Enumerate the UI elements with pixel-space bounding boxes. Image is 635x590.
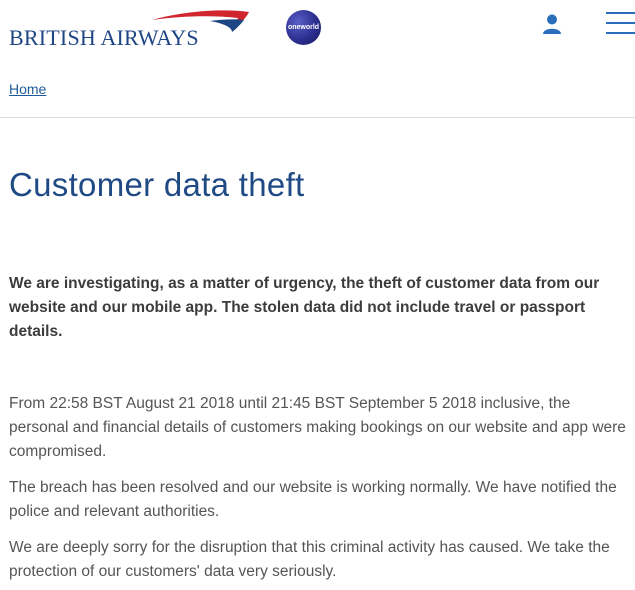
menu-bar [606,22,635,24]
hamburger-menu-icon[interactable] [603,9,635,37]
breadcrumb [9,81,46,97]
logo-wordmark: BRITISH AIRWAYS [9,25,199,50]
page-title: Customer data theft [9,166,305,203]
header-divider [0,117,635,118]
body-paragraph: We are deeply sorry for the disruption that this criminal activity has caused. We take the protection of our customers' data very seriously. [9,539,610,580]
user-icon[interactable] [541,13,563,35]
menu-bar [606,32,635,34]
oneworld-label: oneworld [287,24,320,31]
site-header [0,0,635,68]
body-paragraph: From 22:58 BST August 21 2018 until 21:45 BST September 5 2018 inclusive, the personal and financial details of customers making bookings on our website and app were compromised. [9,395,626,460]
menu-bar [606,12,635,14]
lead-paragraph: We are investigating, as a matter of urgency, the theft of customer data from our website and our mobile app. The stolen data did not include travel or passport details. [9,275,600,340]
body-paragraph: The breach has been resolved and our website is working normally. We have notified the police and relevant authorities. [9,479,617,520]
breadcrumb-home-link[interactable]: Home [9,81,47,97]
oneworld-badge [286,10,321,45]
